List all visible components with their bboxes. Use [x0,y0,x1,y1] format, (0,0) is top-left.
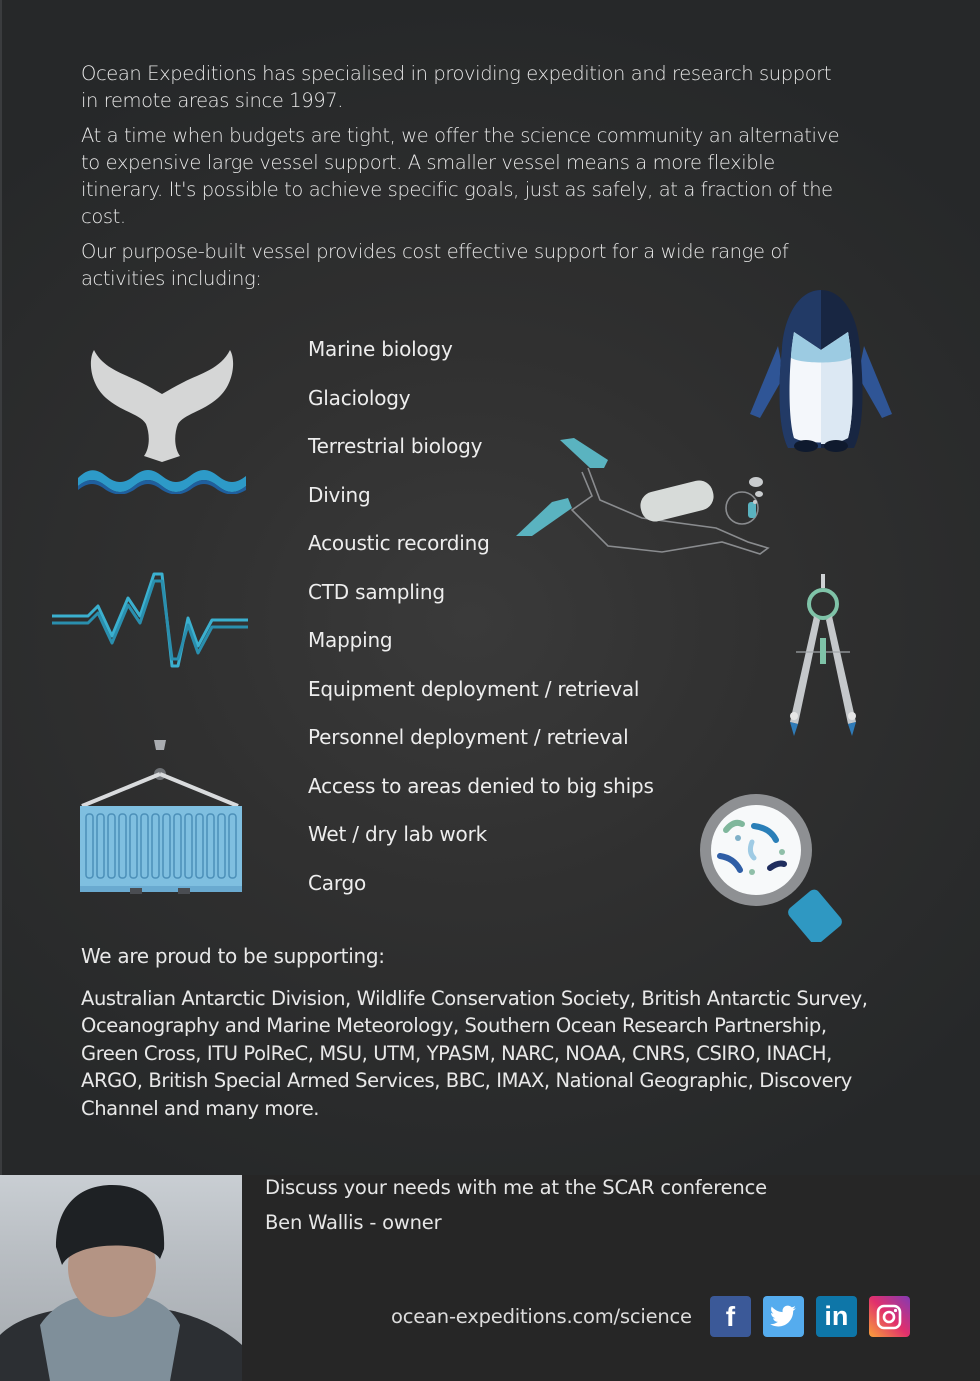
activity-item: Terrestrial biology [308,434,483,458]
activity-item: Wet / dry lab work [308,822,487,846]
soundwave-icon [50,566,250,672]
cta-text: Discuss your needs with me at the SCAR conference [265,1176,767,1199]
activity-item: Marine biology [308,337,453,361]
facebook-icon[interactable] [710,1296,751,1337]
intro-paragraph-1: Ocean Expeditions has specialised in providing expedition and research support in remote areas since 1997. [81,62,832,112]
cargo-container-icon [78,738,244,896]
activity-item: Equipment deployment / retrieval [308,676,640,701]
activity-item: Acoustic recording [308,531,490,555]
drawing-compass-icon [776,572,870,738]
page-edge [0,0,2,1175]
activity-item: Diving [308,482,371,507]
activity-item: Mapping [308,628,393,652]
intro-section [81,60,841,300]
whale-tail-icon [74,344,250,494]
linkedin-glyph: in [824,1301,849,1331]
linkedin-icon[interactable] [816,1296,857,1337]
activity-item: Personnel deployment / retrieval [308,725,629,749]
contact-block [265,1173,767,1243]
activity-item: CTD sampling [308,579,445,604]
supporters-list: Australian Antarctic Division, Wildlife Conservation Society, British Antarctic Survey, Oceanography and Marine Meteorology, Southern Ocean Research Partnership, Green Cross, ITU PolReC, MSU, UTM, YPASM, NARC, NOAA, CNRS, CSIRO, INACH, ARGO, British Special Armed Services, BBC, IMAX, National Geographic, Discovery Channel and many more. [81,987,868,1120]
supporting-heading: We are proud to be supporting: [81,944,385,968]
twitter-icon[interactable] [763,1296,804,1337]
activities-list [308,334,654,916]
web-links [391,1296,922,1337]
instagram-icon[interactable] [869,1296,910,1337]
intro-paragraph-3: Our purpose-built vessel provides cost effective support for a wide range of activities including: [81,240,789,290]
activity-item: Access to areas denied to big ships [308,773,654,798]
owner-photo [0,1175,242,1381]
activity-item: Cargo [308,870,367,895]
signature: Ben Wallis - owner [265,1211,442,1234]
facebook-glyph: f [725,1300,736,1332]
website-link[interactable]: ocean-expeditions.com/science [391,1305,692,1328]
intro-paragraph-2: At a time when budgets are tight, we offer the science community an alternative to expensive large vessel support. A smaller vessel means a more flexible itinerary. It's possible to achieve specific goals, just as safely, at a fraction of the cost. [81,124,840,228]
penguin-icon [748,288,894,456]
activity-item: Glaciology [308,385,411,410]
diver-icon [512,432,782,562]
magnifier-bacteria-icon [696,790,852,942]
